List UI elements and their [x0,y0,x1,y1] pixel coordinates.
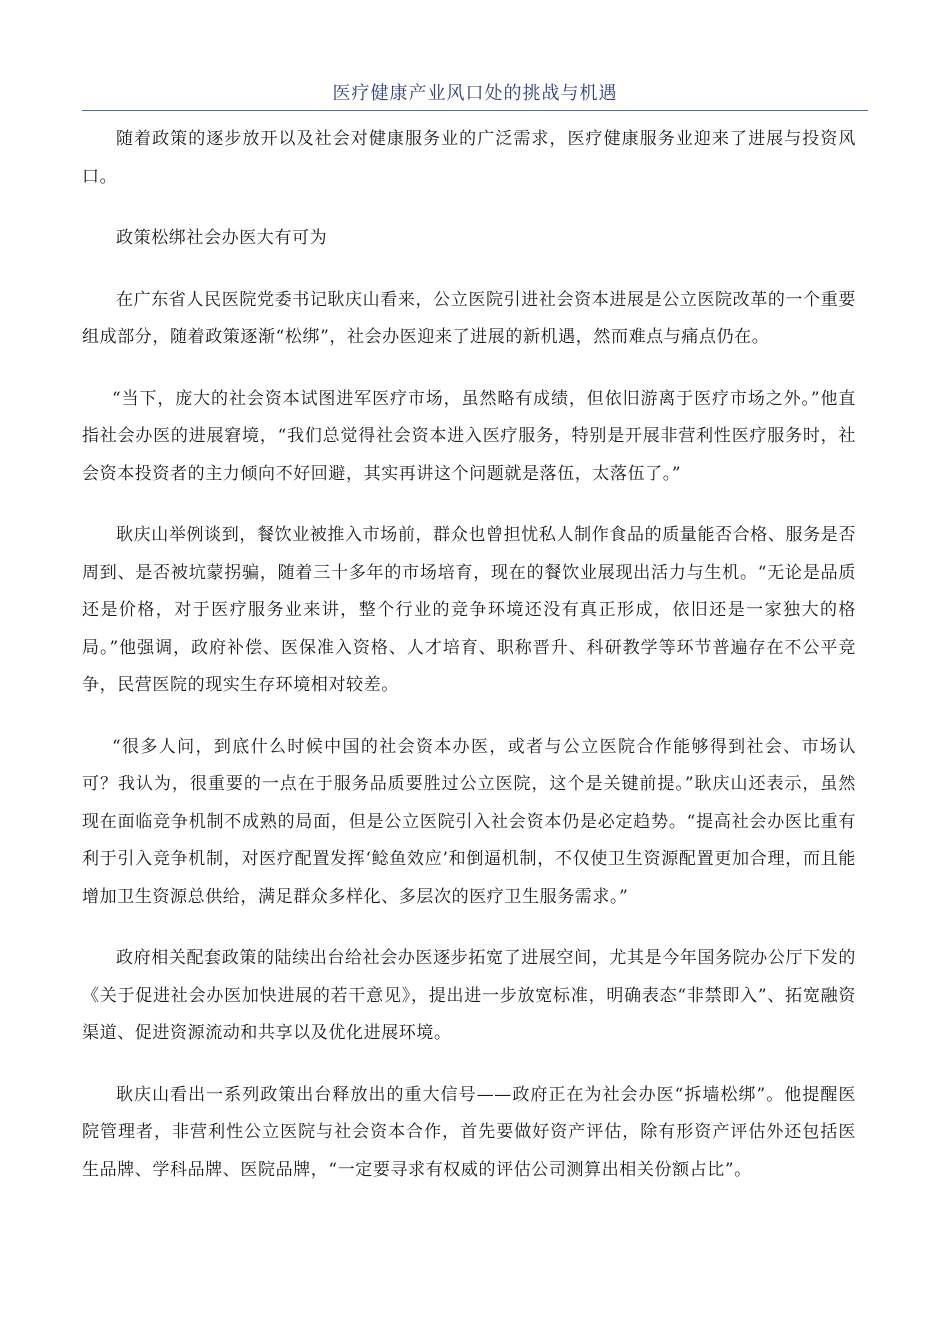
article-body [82,121,856,1213]
paragraph-quote: “很多人问，到底什么时候中国的社会资本办医，或者与公立医院合作能够得到社会、市场认可？我认为，很重要的一点在于服务品质要胜过公立医院，这个是关键前提。”耿庆山还表示，虽然现在面临竞争机制不成熟的局面，但是公立医院引入社会资本仍是必定趋势。“提高社会办医比重有利于引入竞争机制，对医疗配置发挥‘鲶鱼效应’和倒逼机制，不仅使卫生资源配置更加合理，而且能增加卫生资源总供给，满足群众多样化、多层次的医疗卫生服务需求。” [82,736,856,907]
paragraph-intro: 随着政策的逐步放开以及社会对健康服务业的广泛需求，医疗健康服务业迎来了进展与投资风口。 [82,129,856,187]
paragraph: 政府相关配套政策的陆续出台给社会办医逐步拓宽了进展空间，尤其是今年国务院办公厅下发的《关于促进社会办医加快进展的若干意见》，提出进一步放宽标准，明确表态“非禁即入”、拓宽融资渠道、促进资源流动和共享以及优化进展环境。 [82,948,856,1043]
document-title: 医疗健康产业风口处的挑战与机遇 [332,83,618,104]
paragraph: 在广东省人民医院党委书记耿庆山看来，公立医院引进社会资本进展是公立医院改革的一个重要组成部分，随着政策逐渐“松绑”，社会办医迎来了进展的新机遇，然而难点与痛点仍在。 [82,289,856,347]
section-heading: 政策松绑社会办医大有可为 [116,228,328,248]
paragraph: 耿庆山举例谈到，餐饮业被推入市场前，群众也曾担忧私人制作食品的质量能否合格、服务是否周到、是否被坑蒙拐骗，随着三十多年的市场培育，现在的餐饮业展现出活力与生机。“无论是品质还是价格，对于医疗服务业来讲，整个行业的竞争环境还没有真正形成，依旧还是一家独大的格局。”他强调，政府补偿、医保准入资格、人才培育、职称晋升、科研教学等环节普遍存在不公平竞争，民营医院的现实生存环境相对较差。 [82,525,856,695]
page-header [82,80,868,111]
paragraph-quote: “当下，庞大的社会资本试图进军医疗市场，虽然略有成绩，但依旧游离于医疗市场之外。”他直指社会办医的进展窘境，“我们总觉得社会资本进入医疗服务，特别是开展非营利性医疗服务时，社会资本投资者的主力倾向不好回避，其实再讲这个问题就是落伍，太落伍了。” [82,388,856,484]
paragraph: 耿庆山看出一系列政策出台释放出的重大信号——政府正在为社会办医“拆墙松绑”。他提醒医院管理者，非营利性公立医院与社会资本合作，首先要做好资产评估，除有形资产评估外还包括医生品牌、学科品牌、医院品牌，“一定要寻求有权威的评估公司测算出相关份额占比”。 [82,1084,856,1180]
